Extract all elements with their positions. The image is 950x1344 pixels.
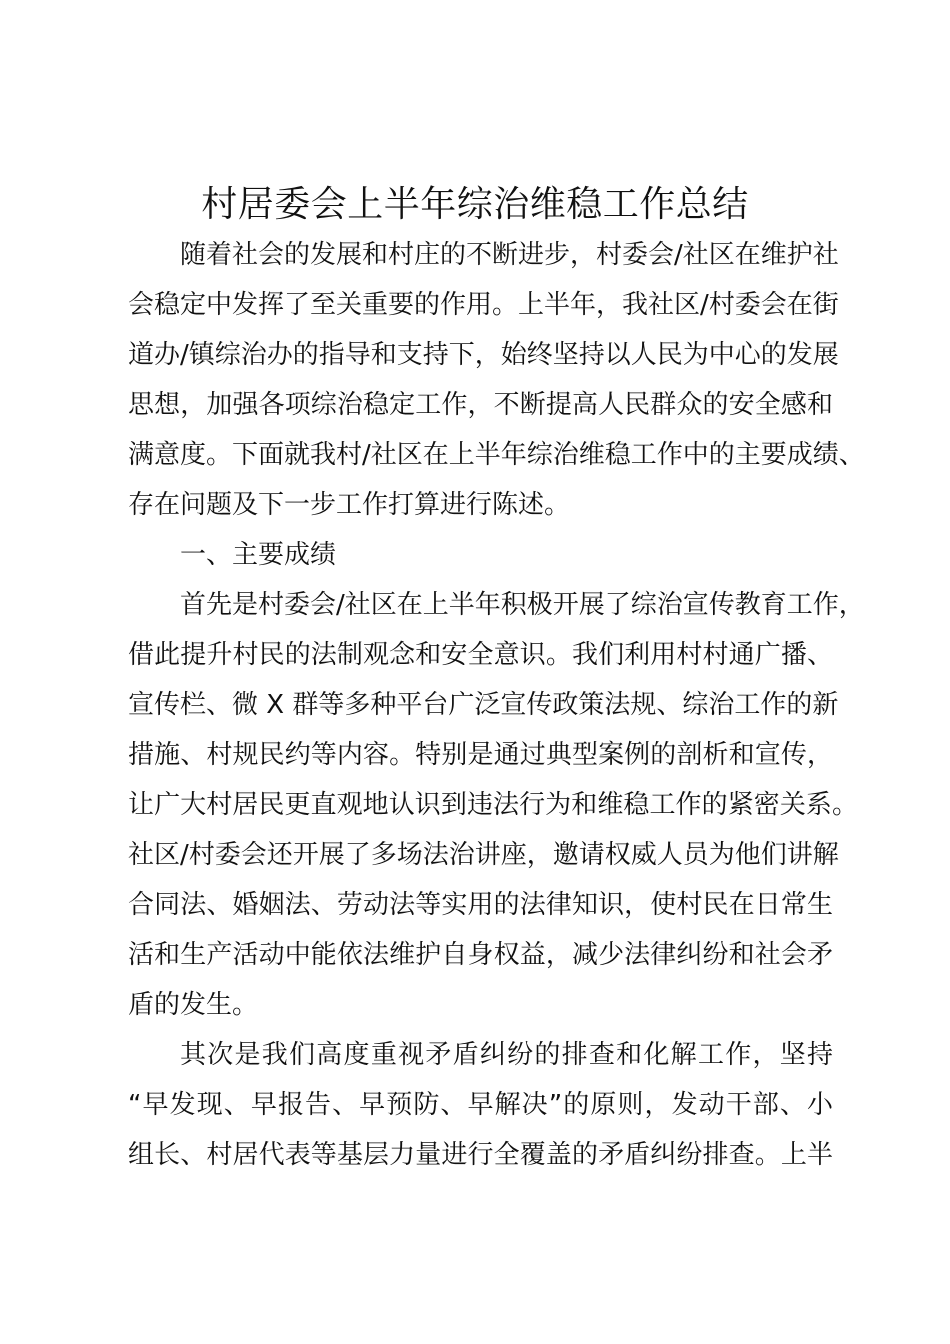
paragraph-line: 社区/村委会还开展了多场法治讲座，邀请权威人员为他们讲解 bbox=[128, 840, 839, 870]
paragraph-line: 措施、村规民约等内容。特别是通过典型案例的剖析和宣传， bbox=[128, 740, 833, 770]
paragraph-line: 道办/镇综治办的指导和支持下，始终坚持以人民为中心的发展 bbox=[128, 340, 839, 370]
paragraph-line: 存在问题及下一步工作打算进行陈述。 bbox=[128, 490, 571, 520]
paragraph-line: 宣传栏、微 X 群等多种平台广泛宣传政策法规、综治工作的新 bbox=[128, 690, 839, 720]
paragraph-line: 活和生产活动中能依法维护自身权益，减少法律纠纷和社会矛 bbox=[128, 940, 833, 970]
paragraph-line: “早发现、早报告、早预防、早解决”的原则，发动干部、小 bbox=[128, 1090, 833, 1120]
paragraph-line: 让广大村居民更直观地认识到违法行为和维稳工作的紧密关系。 bbox=[128, 790, 858, 820]
section-heading: 一、主要成绩 bbox=[180, 540, 337, 570]
paragraph-line: 思想，加强各项综治稳定工作，不断提高人民群众的安全感和 bbox=[128, 390, 833, 420]
paragraph-line: 组长、村居代表等基层力量进行全覆盖的矛盾纠纷排查。上半 bbox=[128, 1140, 833, 1170]
paragraph-line: 其次是我们高度重视矛盾纠纷的排查和化解工作，坚持 bbox=[180, 1040, 833, 1070]
paragraph-line: 首先是村委会/社区在上半年积极开展了综治宣传教育工作， bbox=[180, 590, 865, 620]
paragraph-line: 满意度。下面就我村/社区在上半年综治维稳工作中的主要成绩、 bbox=[128, 440, 865, 470]
paragraph-line: 盾的发生。 bbox=[128, 990, 259, 1020]
document-title: 村居委会上半年综治维稳工作总结 bbox=[201, 184, 749, 225]
paragraph-line: 随着社会的发展和村庄的不断进步，村委会/社区在维护社 bbox=[180, 240, 839, 270]
paragraph-line: 借此提升村民的法制观念和安全意识。我们利用村村通广播、 bbox=[128, 640, 833, 670]
paragraph-line: 合同法、婚姻法、劳动法等实用的法律知识，使村民在日常生 bbox=[128, 890, 833, 920]
paragraph-line: 会稳定中发挥了至关重要的作用。上半年，我社区/村委会在街 bbox=[128, 290, 839, 320]
